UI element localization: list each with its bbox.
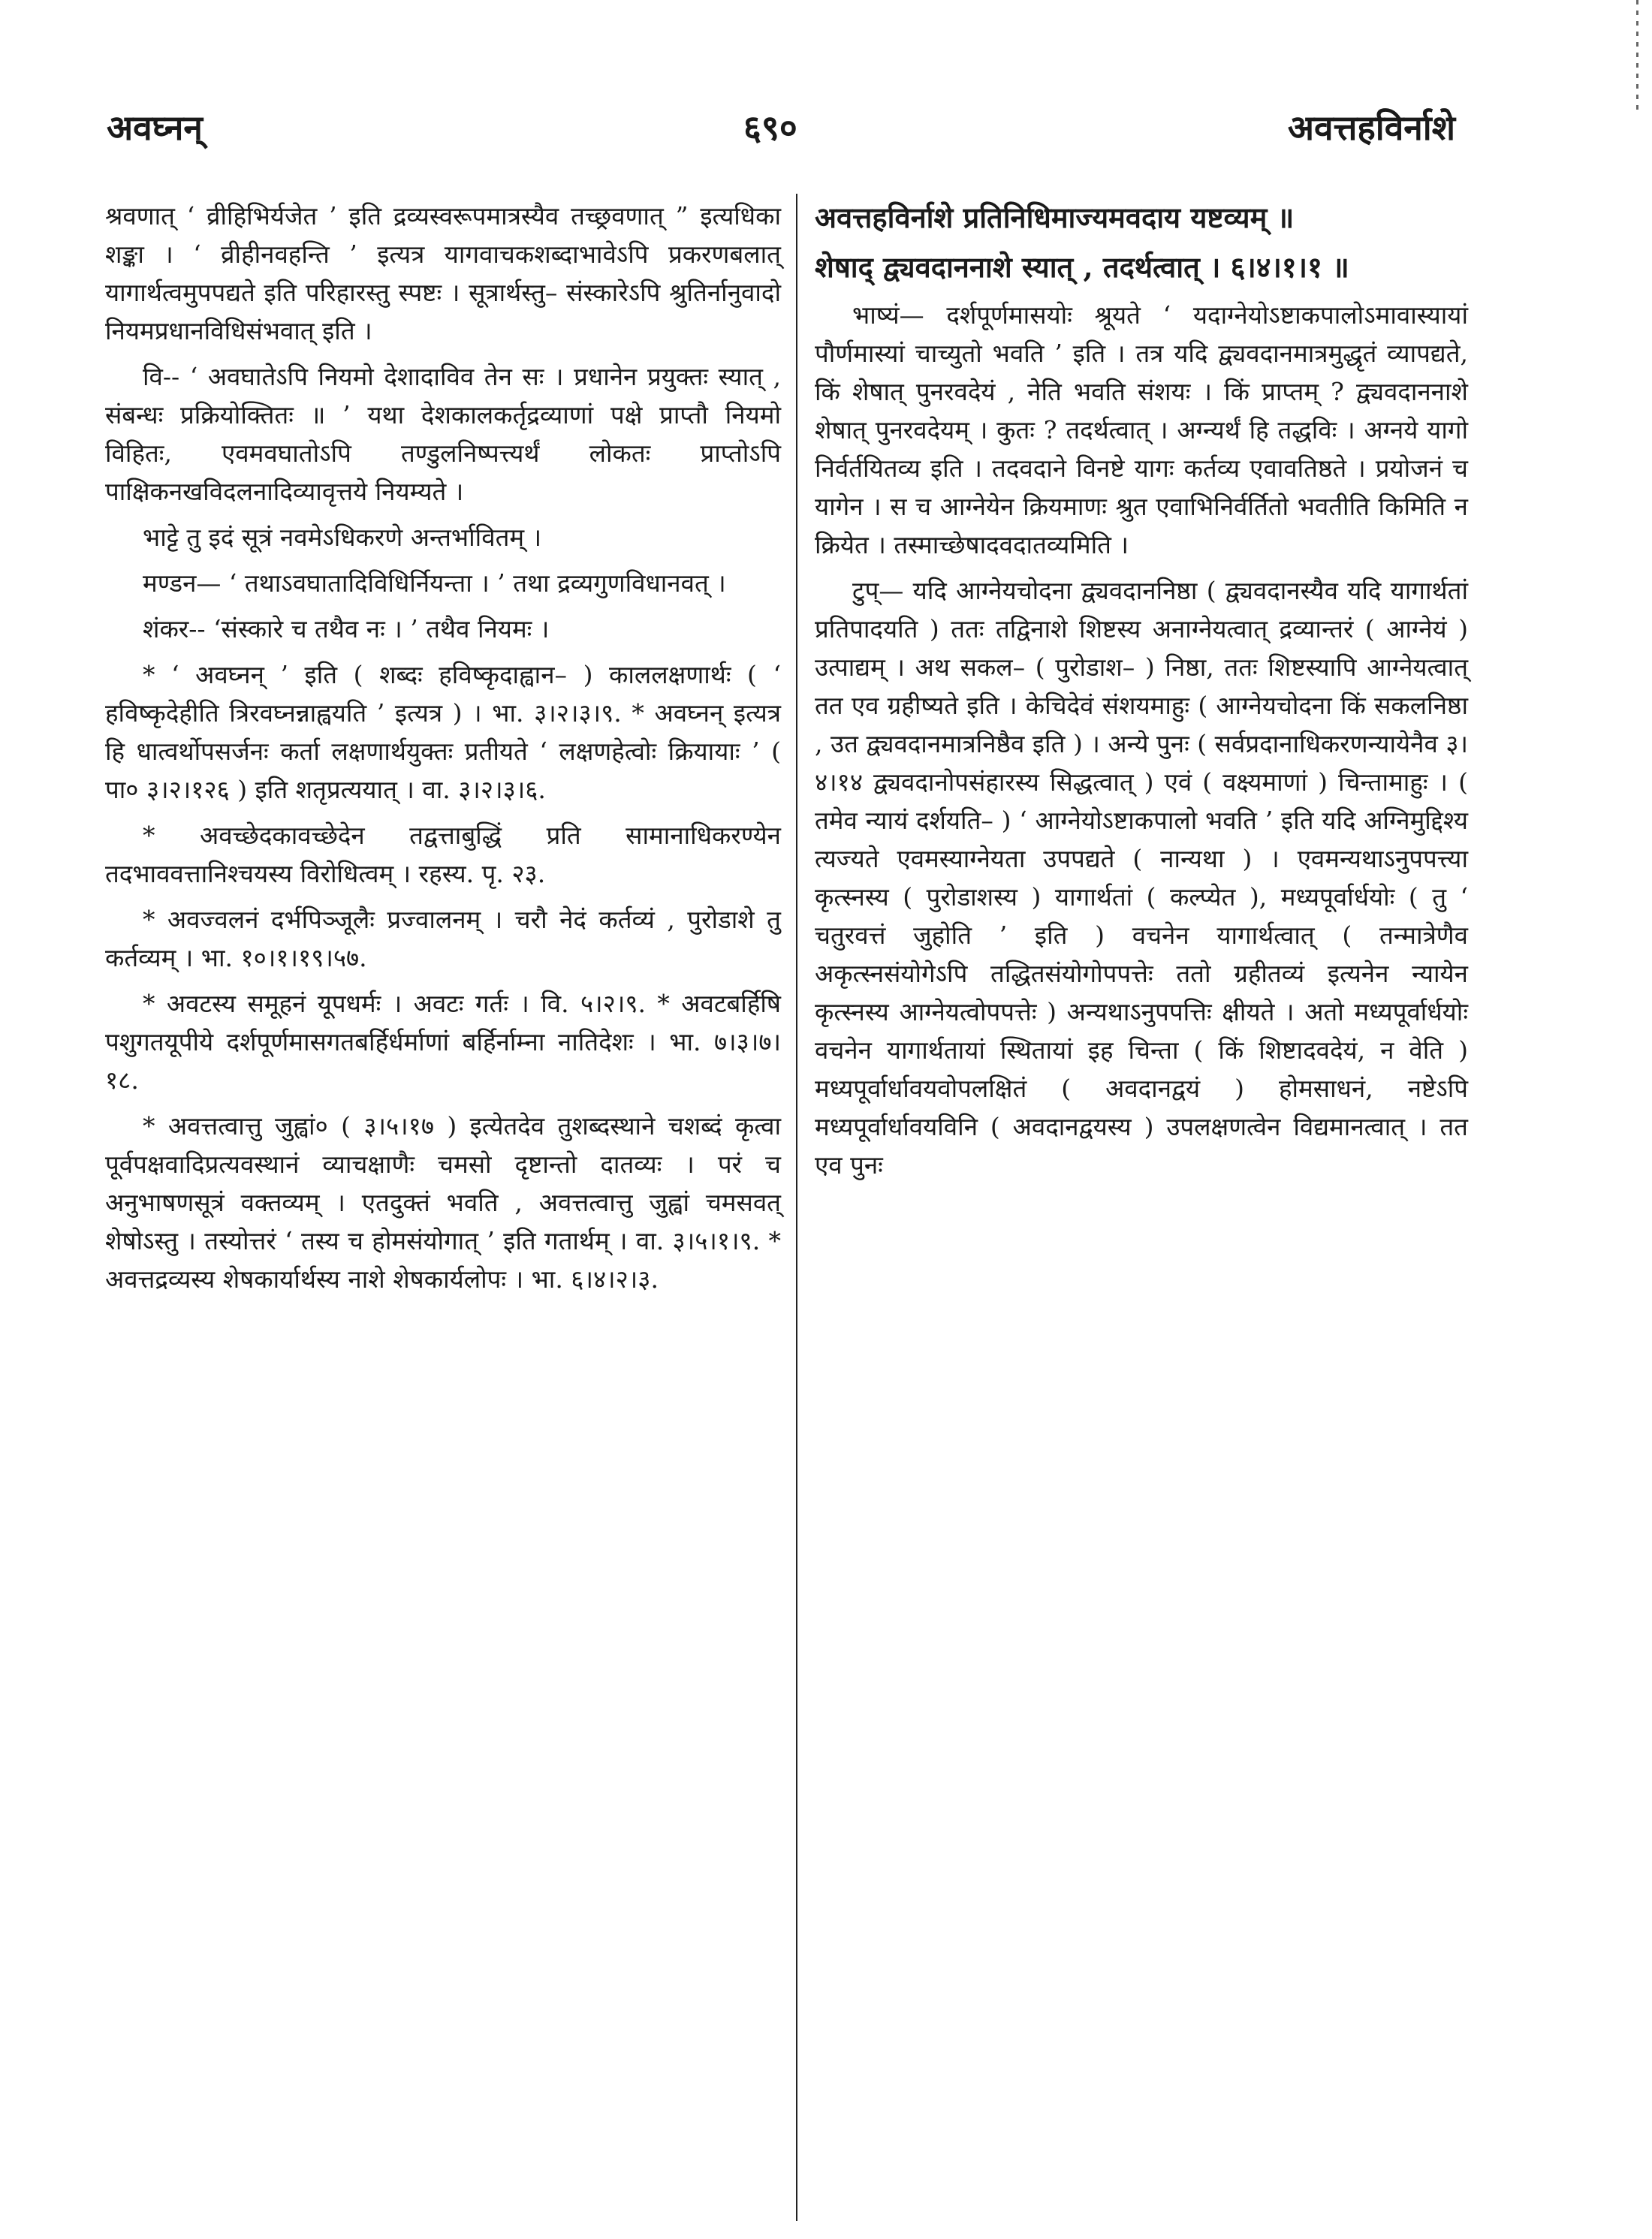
right-heading: अवत्तहविर्नाशे प्रतिनिधिमाज्यमवदाय यष्टव्यम् ॥ bbox=[815, 200, 1295, 234]
column-divider bbox=[796, 194, 797, 2221]
right-tup: टुप्— यदि आग्नेयचोदना द्व्यवदाननिष्ठा ( द्व्यवदानस्यैव यदि यागार्थतां प्रतिपादयति ) ततः तद्विनाशे शिष्टस्य अनाग्नेयत्वात् द्रव्यान्तरं ( आग्नेयं ) उत्पाद्यम् । अथ सकल– ( पुरोडाश– ) निष्ठा, ततः शिष्टस्यापि आग्नेयत्वात् तत एव ग्रहीष्यते इति । केचिदेवं संशयमाहुः ( आग्नेयचोदना किं सकलनिष्ठा , उत द्व्यवदानमात्रनिष्ठैव इति ) । अन्ये पुनः ( सर्वप्रदानाधिकरणन्यायेनैव ३।४।१४ द्व्यवदानोपसंहारस्य सिद्धत्वात् ) एवं ( वक्ष्यमाणां ) चिन्तामाहुः । ( तमेव न्यायं दर्शयति– ) ‘ आग्नेयोऽष्टाकपालो भवति ’ इति यदि अग्निमुद्दिश्य त्यज्यते एवमस्याग्नेयता उपपद्यते ( नान्यथा ) । एवमन्यथाऽनुपपत्त्या कृत्स्नस्य ( पुरोडाशस्य ) यागार्थतां ( कल्प्येत ), मध्यपूर्वार्धयोः ( तु ‘ चतुरवत्तं जुहोति ’ इति ) वचनेन यागार्थत्वात् ( तन्मात्रेणैव अकृत्स्नसंयोगेऽपि तद्धितसंयोगोपपत्तेः ततो ग्रहीतव्यं इत्यनेन न्यायेन कृत्स्नस्य आग्नेयत्वोपपत्तेः ) अन्यथाऽनुपपत्तिः क्षीयते । अतो मध्यपूर्वार्धयोः वचनेन यागार्थतायां स्थितायां इह चिन्ता ( किं शिष्टादवदेयं, न वेति ) मध्यपूर्वार्धावयवोपलक्षितं ( अवदानद्वयं ) होमसाधनं, नष्टेऽपि मध्यपूर्वार्धावयविनि ( अवदानद्वयस्य ) उपलक्षणत्वेन विद्यमानत्वात् । तत एव पुनः bbox=[815, 576, 1469, 1180]
left-para-10: * अवत्तत्वात्तु जुह्वां० ( ३।५।१७ ) इत्येतदेव तुशब्दस्थाने चशब्दं कृत्वा पूर्वपक्षवादिप्रत्यवस्थानं व्याचक्षाणैः चमसो दृष्टान्तो दातव्यः । परं च अनुभाषणसूत्रं वक्तव्यम् । एतदुक्तं भवति , अवत्तत्वात्तु जुह्वां चमसवत् शेषोऽस्तु । तस्योत्तरं ‘ तस्य च होमसंयोगात् ’ इति गतार्थम् । वा. ३।५।१।९. * अवत्तद्रव्यस्य शेषकार्यार्थस्य नाशे शेषकार्यलोपः । भा. ६।४।२।३. bbox=[105, 1111, 781, 1294]
left-para-2: वि-- ‘ अवघातेऽपि नियमो देशादाविव तेन सः । प्रधानेन प्रयुक्तः स्यात् , संबन्धः प्रक्रियोक्तितः ॥ ’ यथा देशकालकर्तृद्रव्याणां पक्षे प्राप्तौ नियमो विहितः, एवमवघातोऽपि तण्डुलनिष्पत्त्यर्थं लोकतः प्राप्तोऽपि पाक्षिकनखविदलनादिव्यावृत्तये नियम्यते । bbox=[105, 362, 781, 506]
left-para-7: * अवच्छेदकावच्छेदेन तद्वत्ताबुद्धिं प्रति सामानाधिकरण्येन तदभाववत्तानिश्चयस्य विरोधित्वम् । रहस्य. पृ. २३. bbox=[105, 821, 781, 888]
left-para-6: * ‘ अवघ्नन् ’ इति ( शब्दः हविष्कृदाह्वान– ) काललक्षणार्थः ( ‘ हविष्कृदेहीति त्रिरवघ्नन्नाह्वयति ’ इत्यत्र ) । भा. ३।२।३।९. * अवघ्नन् इत्यत्र हि धात्वर्थोपसर्जनः कर्ता लक्षणार्थयुक्तः प्रतीयते ‘ लक्षणहेत्वोः क्रियायाः ’ ( पा० ३।२।१२६ ) इति शतृप्रत्ययात् । वा. ३।२।३।६. bbox=[105, 660, 781, 804]
left-para-3: भाट्टे तु इदं सूत्रं नवमेऽधिकरणे अन्तर्भावितम् । bbox=[143, 523, 542, 552]
left-para-9: * अवटस्य समूहनं यूपधर्मः । अवटः गर्तः । वि. ५।२।९. * अवटबर्हिषि पशुगतयूपीये दर्शपूर्णमासगतबर्हिर्धर्माणां बर्हिर्नाम्ना नातिदेशः । भा. ७।३।७।१८. bbox=[105, 989, 781, 1095]
left-column bbox=[105, 197, 781, 1306]
page-header bbox=[0, 104, 1652, 164]
left-para-8: * अवज्वलनं दर्भपिञ्जूलैः प्रज्वालनम् । चरौ नेदं कर्तव्यं , पुरोडाशे तु कर्तव्यम् । भा. १०।१।१९।५७. bbox=[105, 905, 781, 972]
left-para-5: शंकर-- ‘संस्कारे च तथैव नः । ’ तथैव नियमः । bbox=[143, 614, 550, 643]
scan-edge-marks bbox=[1636, 0, 1638, 113]
left-para-4: मण्डन— ‘ तथाऽवघातादिविधिर्नियन्ता । ’ तथा द्रव्यगुणविधानवत् । bbox=[143, 568, 726, 598]
right-column bbox=[815, 197, 1468, 1192]
header-right-word: अवत्तहविर्नाशे bbox=[1287, 107, 1455, 148]
page-number: ६९० bbox=[743, 107, 797, 148]
right-sutra: शेषाद् द्व्यवदाननाशे स्यात् , तदर्थत्वात् । ६।४।१।१ ॥ bbox=[815, 250, 1349, 284]
right-bhashya: भाष्यं— दर्शपूर्णमासयोः श्रूयते ‘ यदाग्नेयोऽष्टाकपालोऽमावास्यायां पौर्णमास्यां चाच्युतो भवति ’ इति । तत्र यदि द्व्यवदानमात्रमुद्धृतं व्यापद्यते, किं शेषात् पुनरवदेयं , नेति भवति संशयः । किं प्राप्तम् ? द्व्यवदाननाशे शेषात् पुनरवदेयम् । कुतः ? तदर्थत्वात् । अग्न्यर्थं हि तद्धविः । अग्नये यागो निर्वर्तयितव्य इति । तदवदाने विनष्टे यागः कर्तव्य एवावतिष्ठते । प्रयोजनं च यागेन । स च आग्नेयेन क्रियमाणः श्रुत एवाभिनिर्वर्तितो भवतीति किमिति न क्रियेत । तस्माच्छेषादवदातव्यमिति । bbox=[815, 300, 1468, 559]
left-para-1: श्रवणात् ‘ व्रीहिभिर्यजेत ’ इति द्रव्यस्वरूपमात्रस्यैव तच्छ्रवणात् ” इत्यधिका शङ्का । ‘ व्रीहीनवहन्ति ’ इत्यत्र यागवाचकशब्दाभावेऽपि प्रकरणबलात् यागार्थत्वमुपपद्यते इति परिहारस्तु स्पष्टः । सूत्रार्थस्तु– संस्कारेऽपि श्रुतिर्नानुवादो नियमप्रधानविधिसंभवात् इति । bbox=[105, 201, 781, 345]
header-left-word: अवघ्नन् bbox=[107, 107, 203, 148]
